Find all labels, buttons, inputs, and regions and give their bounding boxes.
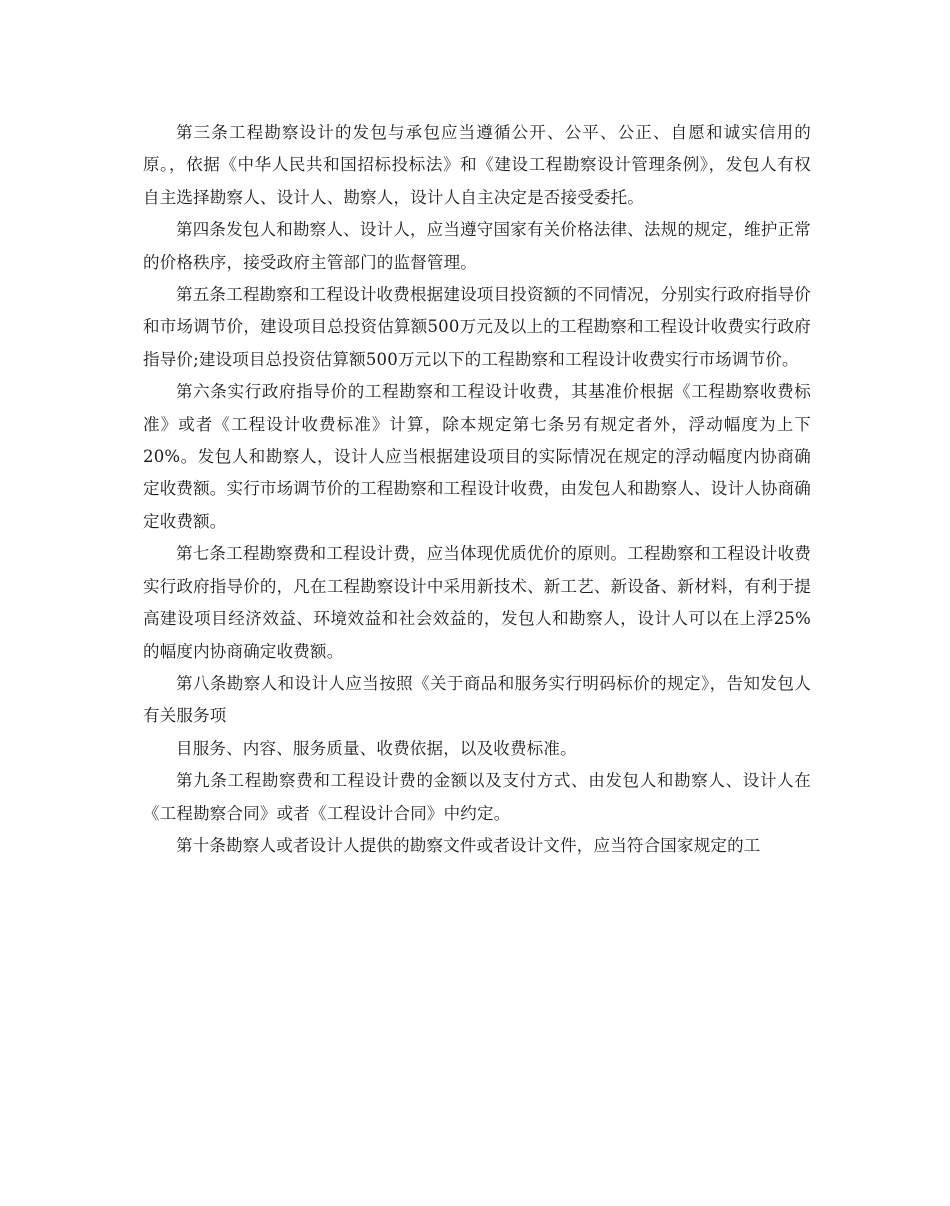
paragraph-article-3: 第三条工程勘察设计的发包与承包应当遵循公开、公平、公正、自愿和诚实信用的原。，依据《中华人民共和国招标投标法》和《建设工程勘察设计管理条例》，发包人有权自主选择勘察人、设计人、勘察人，设计人自主决定是否接受委托。 [143,123,811,207]
paragraph-article-6: 第六条实行政府指导价的工程勘察和工程设计收费，其基准价根据《工程勘察收费标准》或者《工程设计收费标准》计算，除本规定第七条另有规定者外，浮动幅度为上下20%。发包人和勘察人，设计人应当根据建设项目的实际情况在规定的浮动幅度内协商确定收费额。实行市场调节价的工程勘察和工程设计收费，由发包人和勘察人、设计人协商确定收费额。 [143,382,811,531]
paragraph-article-9: 第九条工程勘察费和工程设计费的金额以及支付方式、由发包人和勘察人、设计人在《工程勘察合同》或者《工程设计合同》中约定。 [143,771,811,823]
paragraph-article-5: 第五条工程勘察和工程设计收费根据建设项目投资额的不同情况，分别实行政府指导价和市场调节价，建设项目总投资估算额500万元及以上的工程勘察和工程设计收费实行政府指导价;建设项目总投资估算额500万元以下的工程勘察和工程设计收费实行市场调节价。 [143,285,811,369]
paragraph-article-8-continued: 目服务、内容、服务质量、收费依据，以及收费标准。 [176,738,577,758]
paragraph-article-8: 第八条勘察人和设计人应当按照《关于商品和服务实行明码标价的规定》，告知发包人有关服务项 [143,673,811,726]
paragraph-article-4: 第四条发包人和勘察人、设计人，应当遵守国家有关价格法律、法规的规定，维护正常的价格秩序，接受政府主管部门的监督管理。 [143,220,811,272]
document-body [143,117,811,862]
paragraph-article-7: 第七条工程勘察费和工程设计费，应当体现优质优价的原则。工程勘察和工程设计收费实行政府指导价的，凡在工程勘察设计中采用新技术、新工艺、新设备、新材料，有利于提高建设项目经济效益、环境效益和社会效益的，发包人和勘察人，设计人可以在上浮25%的幅度内协商确定收费额。 [143,544,811,661]
paragraph-article-10: 第十条勘察人或者设计人提供的勘察文件或者设计文件，应当符合国家规定的工 [176,835,761,855]
